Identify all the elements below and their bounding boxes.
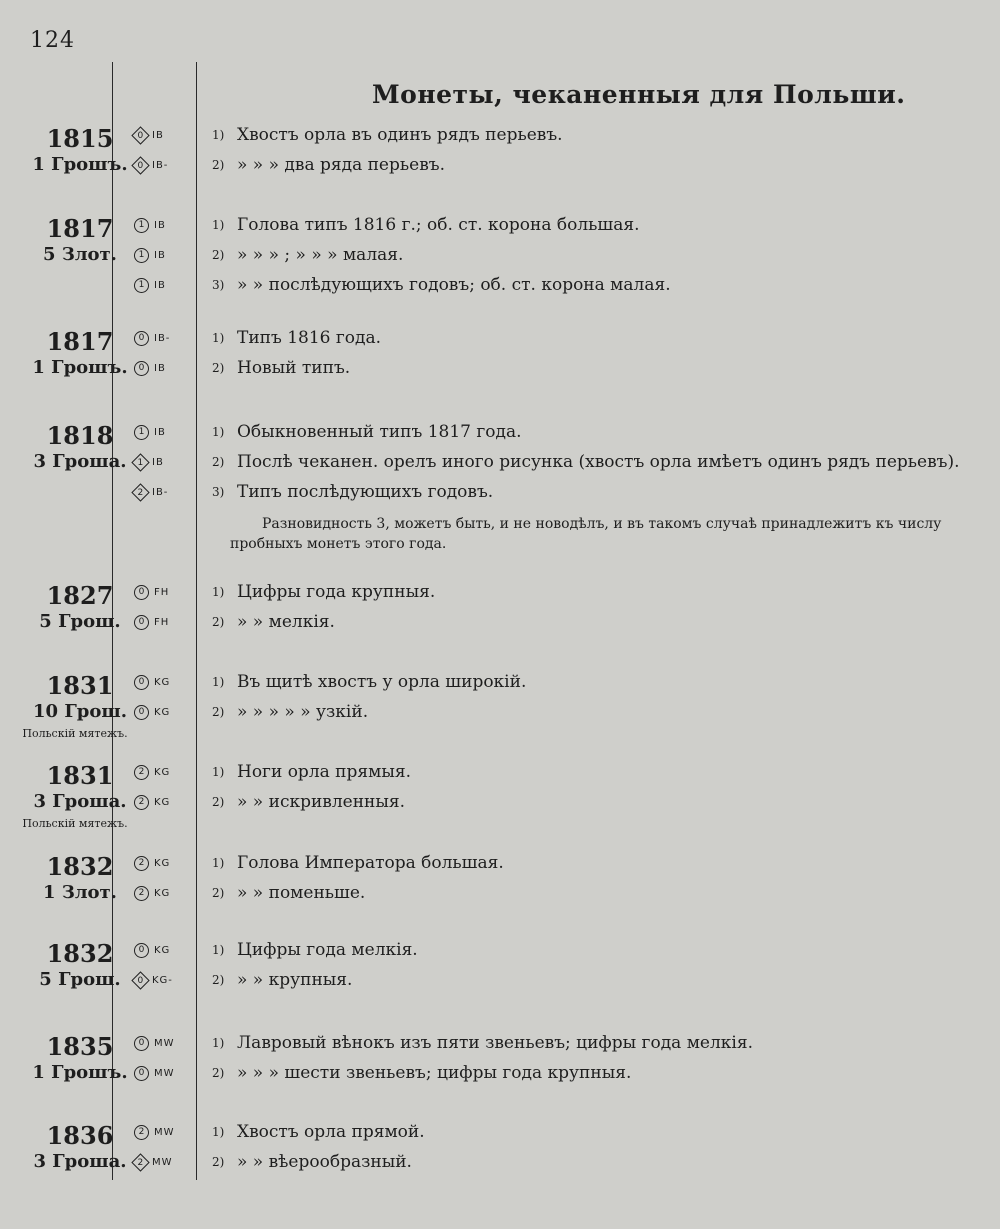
entry-denomination: 5 Злот. <box>43 244 117 265</box>
mint-mark <box>134 422 166 442</box>
mint-letters: KG- <box>152 974 173 986</box>
variant-number: 2) <box>212 615 225 629</box>
symbol-digit: 2 <box>138 1127 145 1137</box>
mint-mark <box>134 940 170 960</box>
symbol-digit: 0 <box>138 677 145 687</box>
page-number: 124 <box>30 28 75 53</box>
variant-description: » » мелкія. <box>237 612 335 632</box>
symbol-digit: 0 <box>137 974 144 985</box>
entry-year: 1815 <box>46 124 114 153</box>
entry-note: Польскій мятежъ. <box>22 727 128 740</box>
mint-letters: IB- <box>152 159 169 171</box>
symbol-digit: 0 <box>138 617 145 627</box>
mint-letters: KG <box>154 857 171 869</box>
variant-number: 2) <box>212 1155 225 1169</box>
variant-description: » » » ; » » » малая. <box>237 245 404 265</box>
entry-year: 1831 <box>46 761 114 790</box>
symbol-digit: 0 <box>138 945 145 955</box>
diamond-symbol-icon <box>131 156 149 174</box>
mint-letters: KG <box>154 706 171 718</box>
variant-description: Цифры года мелкія. <box>237 940 418 960</box>
entry-denomination: 5 Грош. <box>39 611 121 632</box>
variant-number: 2) <box>212 248 225 262</box>
variant-description: Цифры года крупныя. <box>237 582 436 602</box>
mint-mark <box>134 1122 175 1142</box>
entry-note: Польскій мятежъ. <box>22 817 128 830</box>
variant-number: 1) <box>212 128 225 142</box>
entry-denomination: 1 Злот. <box>43 882 117 903</box>
mint-letters: IB <box>154 362 166 374</box>
mint-mark <box>134 762 170 782</box>
mint-mark <box>134 215 166 235</box>
column-divider-right <box>196 62 197 1180</box>
mint-letters: FH <box>154 616 170 628</box>
variant-description: Хвостъ орла прямой. <box>237 1122 425 1142</box>
variant-number: 1) <box>212 218 225 232</box>
symbol-digit: 2 <box>137 486 144 497</box>
variant-description: » » поменьше. <box>237 883 366 903</box>
mint-mark <box>134 792 170 812</box>
circle-symbol-icon <box>134 425 149 440</box>
mint-letters: IB <box>152 129 164 141</box>
mint-mark <box>134 328 170 348</box>
variant-description: Типъ послѣдующихъ годовъ. <box>237 482 494 502</box>
variant-description: Голова Императора большая. <box>237 853 504 873</box>
variant-description: Типъ 1816 года. <box>237 328 382 348</box>
mint-mark <box>134 482 168 502</box>
entry-year: 1835 <box>46 1032 114 1061</box>
symbol-digit: 0 <box>138 1038 145 1048</box>
variant-number: 1) <box>212 1036 225 1050</box>
variant-description: » » вѣерообразный. <box>237 1152 412 1172</box>
variant-description: Послѣ чеканен. орелъ иного рисунка (хвостъ орла имѣетъ одинъ рядъ перьевъ). <box>237 452 960 472</box>
variant-description: » » крупныя. <box>237 970 353 990</box>
variant-number: 1) <box>212 331 225 345</box>
symbol-digit: 0 <box>138 333 145 343</box>
variant-number: 1) <box>212 1125 225 1139</box>
circle-symbol-icon <box>134 1036 149 1051</box>
variant-description: » » » два ряда перьевъ. <box>237 155 445 175</box>
symbol-digit: 2 <box>137 1156 144 1167</box>
mint-mark <box>134 1033 175 1053</box>
entry-year: 1827 <box>46 581 114 610</box>
entry-denomination: 1 Грошъ. <box>32 154 128 175</box>
variant-description: Лавровый вѣнокъ изъ пяти звеньевъ; цифры года мелкія. <box>237 1033 753 1053</box>
entry-year: 1832 <box>46 939 114 968</box>
mint-letters: MW <box>154 1126 175 1138</box>
variant-number: 2) <box>212 795 225 809</box>
mint-letters: MW <box>154 1067 175 1079</box>
circle-symbol-icon <box>134 331 149 346</box>
mint-mark <box>134 245 166 265</box>
mint-mark <box>134 452 164 472</box>
variant-description: Хвостъ орла въ одинъ рядъ перьевъ. <box>237 125 563 145</box>
mint-mark <box>134 275 166 295</box>
mint-letters: KG <box>154 676 171 688</box>
entry-denomination: 3 Гроша. <box>33 1151 127 1172</box>
variant-number: 3) <box>212 278 225 292</box>
variant-number: 2) <box>212 455 225 469</box>
entry-year: 1831 <box>46 671 114 700</box>
symbol-digit: 0 <box>138 707 145 717</box>
circle-symbol-icon <box>134 943 149 958</box>
mint-letters: FH <box>154 586 170 598</box>
mint-mark <box>134 612 169 632</box>
mint-mark <box>134 582 169 602</box>
symbol-digit: 0 <box>137 129 144 140</box>
variant-number: 1) <box>212 425 225 439</box>
variant-description: » » послѣдующихъ годовъ; об. ст. корона малая. <box>237 275 671 295</box>
entry-year: 1836 <box>46 1121 114 1150</box>
circle-symbol-icon <box>134 675 149 690</box>
diamond-symbol-icon <box>131 483 149 501</box>
mint-mark <box>134 358 166 378</box>
variant-number: 1) <box>212 765 225 779</box>
variant-description: Новый типъ. <box>237 358 351 378</box>
symbol-digit: 0 <box>137 159 144 170</box>
variant-number: 1) <box>212 675 225 689</box>
variant-description: » » » » » узкій. <box>237 702 369 722</box>
entry-denomination: 1 Грошъ. <box>32 357 128 378</box>
symbol-digit: 0 <box>138 1068 145 1078</box>
symbol-digit: 2 <box>138 858 145 868</box>
entry-denomination: 10 Грош. <box>33 701 127 722</box>
variant-description: Голова типъ 1816 г.; об. ст. корона большая. <box>237 215 640 235</box>
mint-mark <box>134 853 170 873</box>
variant-number: 2) <box>212 705 225 719</box>
mint-letters: IB <box>154 249 166 261</box>
variant-number: 3) <box>212 485 225 499</box>
mint-mark <box>134 702 170 722</box>
variant-number: 1) <box>212 856 225 870</box>
mint-letters: KG <box>154 944 171 956</box>
diamond-symbol-icon <box>131 1153 149 1171</box>
mint-letters: MW <box>152 1156 173 1168</box>
symbol-digit: 1 <box>137 456 144 467</box>
variant-description: Обыкновенный типъ 1817 года. <box>237 422 522 442</box>
symbol-digit: 1 <box>138 280 145 290</box>
entry-denomination: 3 Гроша. <box>33 791 127 812</box>
mint-mark <box>134 672 170 692</box>
circle-symbol-icon <box>134 248 149 263</box>
diamond-symbol-icon <box>131 126 149 144</box>
variant-number: 1) <box>212 943 225 957</box>
variant-number: 2) <box>212 361 225 375</box>
variant-number: 2) <box>212 886 225 900</box>
entry-year: 1817 <box>46 327 114 356</box>
entry-denomination: 5 Грош. <box>39 969 121 990</box>
mint-letters: KG <box>154 766 171 778</box>
variant-number: 2) <box>212 1066 225 1080</box>
symbol-digit: 1 <box>138 220 145 230</box>
mint-mark <box>134 1063 175 1083</box>
variant-description: Въ щитѣ хвостъ у орла широкій. <box>237 672 527 692</box>
variant-description: » » » шести звеньевъ; цифры года крупныя. <box>237 1063 632 1083</box>
mint-letters: KG <box>154 887 171 899</box>
entry-denomination: 3 Гроша. <box>33 451 127 472</box>
circle-symbol-icon <box>134 585 149 600</box>
symbol-digit: 2 <box>138 888 145 898</box>
circle-symbol-icon <box>134 795 149 810</box>
variant-number: 2) <box>212 973 225 987</box>
symbol-digit: 0 <box>138 587 145 597</box>
entry-year: 1817 <box>46 214 114 243</box>
mint-mark <box>134 125 164 145</box>
circle-symbol-icon <box>134 361 149 376</box>
circle-symbol-icon <box>134 705 149 720</box>
entry-year: 1832 <box>46 852 114 881</box>
mint-letters: IB <box>152 456 164 468</box>
variant-number: 2) <box>212 158 225 172</box>
mint-mark <box>134 970 173 990</box>
mint-mark <box>134 1152 173 1172</box>
symbol-digit: 1 <box>138 250 145 260</box>
circle-symbol-icon <box>134 765 149 780</box>
mint-letters: KG <box>154 796 171 808</box>
mint-letters: IB- <box>154 332 171 344</box>
symbol-digit: 2 <box>138 797 145 807</box>
variant-number: 1) <box>212 585 225 599</box>
circle-symbol-icon <box>134 278 149 293</box>
symbol-digit: 0 <box>138 363 145 373</box>
mint-mark <box>134 883 170 903</box>
circle-symbol-icon <box>134 886 149 901</box>
page-title: Монеты, чеканенныя для Польши. <box>372 80 906 109</box>
mint-letters: IB- <box>152 486 169 498</box>
mint-mark <box>134 155 168 175</box>
mint-letters: IB <box>154 426 166 438</box>
circle-symbol-icon <box>134 1066 149 1081</box>
circle-symbol-icon <box>134 856 149 871</box>
symbol-digit: 1 <box>138 427 145 437</box>
variant-description: » » искривленныя. <box>237 792 406 812</box>
mint-letters: MW <box>154 1037 175 1049</box>
circle-symbol-icon <box>134 1125 149 1140</box>
mint-letters: IB <box>154 279 166 291</box>
variant-description: Ноги орла прямыя. <box>237 762 411 782</box>
diamond-symbol-icon <box>131 453 149 471</box>
entry-denomination: 1 Грошъ. <box>32 1062 128 1083</box>
mint-letters: IB <box>154 219 166 231</box>
circle-symbol-icon <box>134 218 149 233</box>
circle-symbol-icon <box>134 615 149 630</box>
symbol-digit: 2 <box>138 767 145 777</box>
entry-year: 1818 <box>46 421 114 450</box>
diamond-symbol-icon <box>131 971 149 989</box>
variant-remark: Разновидность 3, можетъ быть, и не новодѣлъ, и въ такомъ случаѣ принадлежитъ къ числу пробныхъ монетъ этого года. <box>230 516 942 552</box>
